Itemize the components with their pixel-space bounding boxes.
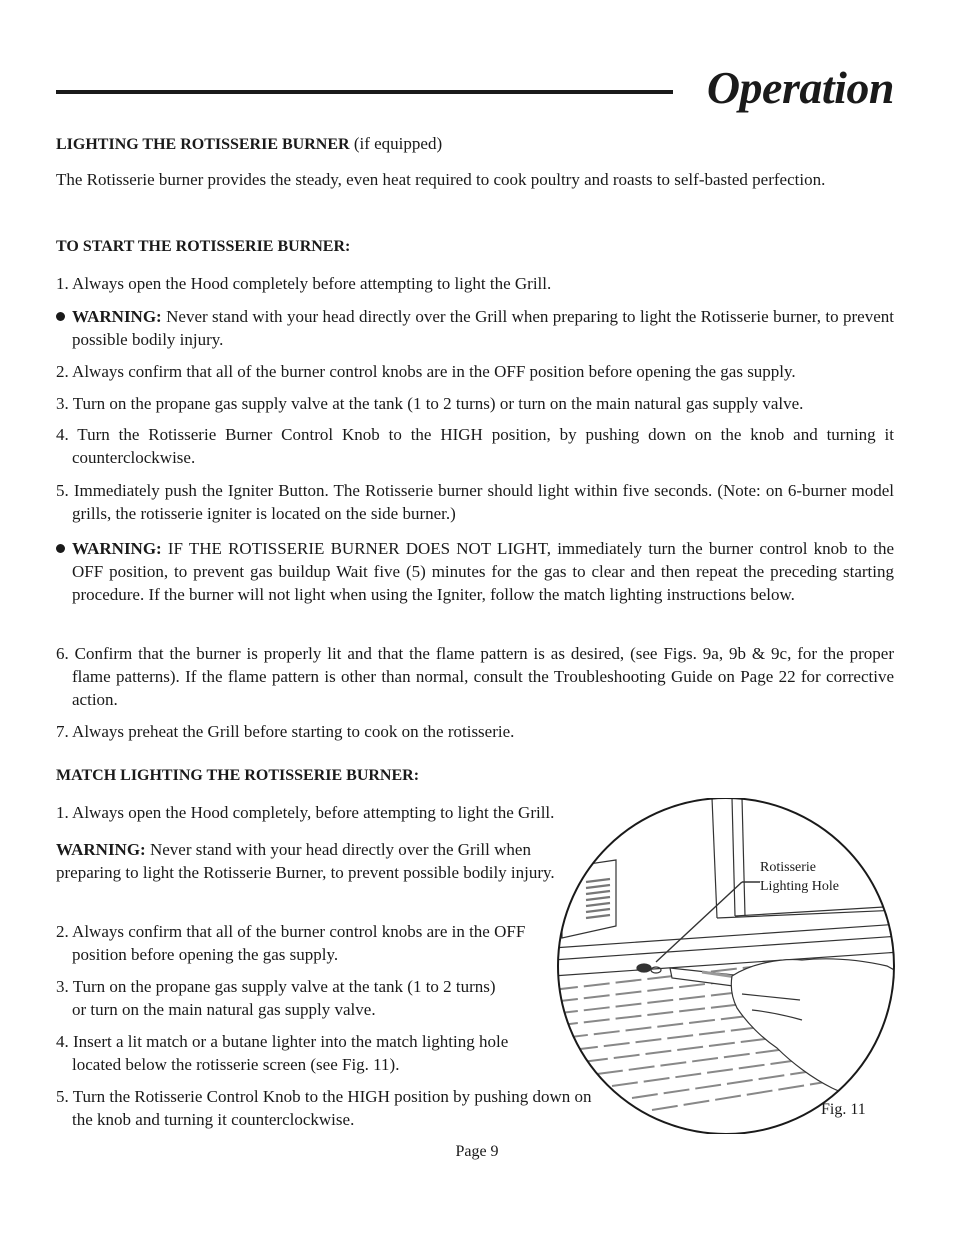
match-step-5: 5. Turn the Rotisserie Control Knob to the HIGH position by pushing down on the knob and turning it counterclockwise.: [56, 1087, 592, 1129]
callout-line-2: Lighting Hole: [760, 879, 839, 894]
match-step-2: 2. Always confirm that all of the burner control knobs are in the OFF position before opening the gas supply.: [56, 922, 526, 964]
section-heading-lighting: [56, 132, 894, 156]
match-step-3: 3. Turn on the propane gas supply valve at the tank (1 to 2 turns) or turn on the main natural gas supply valve.: [56, 977, 496, 1019]
figure-caption: Fig. 11: [821, 1101, 866, 1118]
warning-label: WARNING:: [72, 539, 162, 558]
start-step-5: 5. Immediately push the Igniter Button. The Rotisserie burner should light within five seconds. (Note: on 6-burner model grills, the rotisserie igniter is located on the side burner.): [56, 481, 894, 523]
warning-label: WARNING:: [72, 307, 162, 326]
start-step-7: 7. Always preheat the Grill before starting to cook on the rotisserie.: [56, 722, 515, 741]
start-warning-2: [56, 537, 894, 606]
start-step-1: 1. Always open the Hood completely before attempting to light the Grill.: [56, 274, 552, 293]
section-heading-start: TO START THE ROTISSERIE BURNER:: [56, 238, 351, 255]
header-rule: [56, 90, 673, 94]
start-step-3: 3. Turn on the propane gas supply valve at the tank (1 to 2 turns) or turn on the main natural gas supply valve.: [56, 394, 804, 413]
start-step-6: 6. Confirm that the burner is properly lit and that the flame pattern is as desired, (see Figs. 9a, 9b & 9c, for the proper flame patterns). If the flame pattern is other than normal, consult the Troubleshooting Guide on Page 22 for corrective action.: [56, 644, 894, 709]
bullet-icon: [56, 544, 65, 553]
rotisserie-lighting-illustration: [552, 798, 900, 1134]
heading-text: LIGHTING THE ROTISSERIE BURNER: [56, 136, 350, 153]
start-step-2: 2. Always confirm that all of the burner control knobs are in the OFF position before opening the gas supply.: [56, 362, 796, 381]
start-step-4: 4. Turn the Rotisserie Burner Control Knob to the HIGH position, by pushing down on the knob and turning it counterclockwise.: [56, 425, 894, 467]
page-title: Operation: [706, 62, 894, 113]
intro-paragraph: The Rotisserie burner provides the steady, even heat required to cook poultry and roasts to self-basted perfection.: [56, 170, 826, 189]
match-warning: [56, 838, 556, 884]
warning-text: Never stand with your head directly over the Grill when preparing to light the Rotisserie burner, to prevent possible bodily injury.: [72, 307, 894, 349]
callout-line-1: Rotisserie: [760, 860, 816, 875]
warning-text: IF THE ROTISSERIE BURNER DOES NOT LIGHT, immediately turn the burner control knob to the OFF position, to prevent gas buildup Wait five (5) minutes for the gas to clear and then repeat the preceding starting procedure. If the burner will not light when using the Igniter, follow the match lighting instructions below.: [72, 539, 894, 604]
warning-text: Never stand with your head directly over the Grill when preparing to light the Rotisserie Burner, to prevent possible bodily injury.: [56, 840, 555, 882]
heading-note: (if equipped): [353, 134, 443, 153]
section-heading-match: MATCH LIGHTING THE ROTISSERIE BURNER:: [56, 767, 420, 784]
match-step-4: 4. Insert a lit match or a butane lighter into the match lighting hole located below the rotisserie screen (see Fig. 11).: [56, 1032, 509, 1074]
figure-callout: [760, 858, 839, 896]
start-warning-1: [56, 305, 894, 351]
bullet-icon: [56, 312, 65, 321]
page-number: Page 9: [455, 1143, 499, 1160]
warning-label: WARNING:: [56, 840, 146, 859]
match-step-1: 1. Always open the Hood completely, before attempting to light the Grill.: [56, 803, 555, 822]
